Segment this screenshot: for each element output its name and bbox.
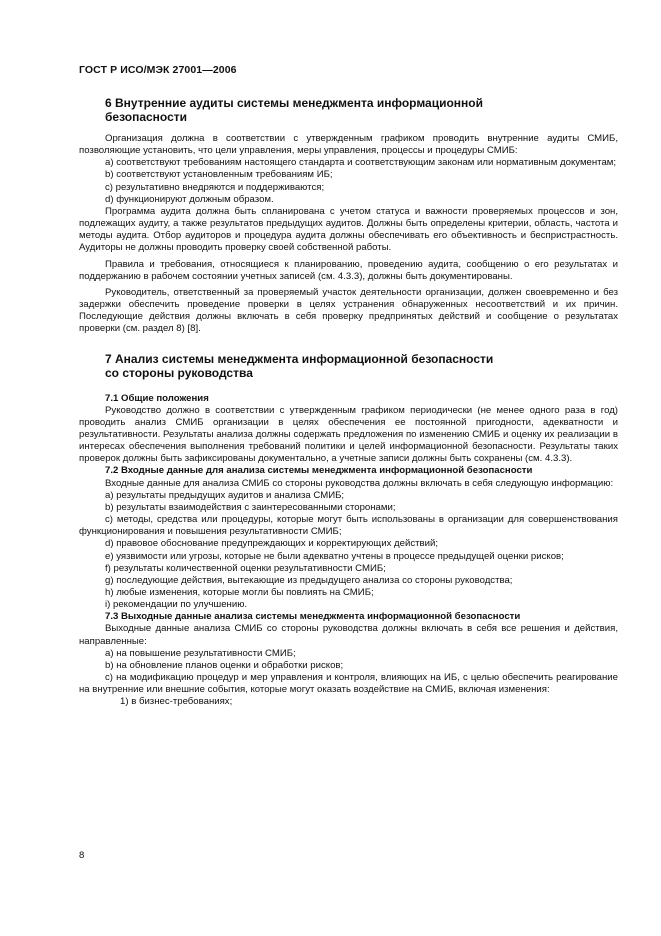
page-number: 8 [79, 850, 85, 861]
subsection-7-2-item-a: a) результаты предыдущих аудитов и анализа СМИБ; [105, 489, 345, 501]
subsection-7-2-item-i: i) рекомендации по улучшению. [105, 599, 248, 611]
section-6-item-c: c) результативно внедряются и поддерживаются; [105, 181, 325, 193]
subsection-7-3-item-b: b) на обновление планов оценки и обработки рисков; [105, 659, 344, 671]
subsection-7-3-subitem-1: 1) в бизнес-требованиях; [120, 696, 233, 708]
subsection-7-2-title: 7.2 Входные данные для анализа системы менеджмента информационной безопасности [105, 465, 533, 477]
subsection-7-2-item-d: d) правовое обоснование предупреждающих и корректирующих действий; [105, 538, 438, 550]
subsection-7-2-intro: Входные данные для анализа СМИБ со стороны руководства должны включать в себя следующую информацию: [105, 477, 614, 489]
subsection-7-1-title: 7.1 Общие положения [105, 392, 209, 404]
section-6-heading [105, 96, 618, 124]
subsection-7-2-item-f: f) результаты количественной оценки результативности СМИБ; [105, 562, 386, 574]
standard-header: ГОСТ Р ИСО/МЭК 27001—2006 [79, 64, 237, 76]
subsection-7-3-intro: Выходные данные анализа СМИБ со стороны руководства должны включать в себя все решения и действия, направленные: [79, 623, 618, 647]
section-6-paragraph-4: Руководитель, ответственный за проверяемый участок деятельности организации, должен своевременно и без задержки обеспечить проведение проверки в целях устранения обнаруженных несоответствий и их причин. Последующие действия должны включать в себя проверку предпринятых действий и сообщение о результатах проверки (см. раздел 8) [8]. [79, 286, 618, 335]
subsection-7-2-item-g: g) последующие действия, вытекающие из предыдущего анализа со стороны руководства; [105, 574, 513, 586]
subsection-7-2-item-b: b) результаты взаимодействия с заинтересованными сторонами; [105, 501, 396, 513]
subsection-7-1-text: Руководство должно в соответствии с утвержденным графиком периодически (не менее одного раза в год) проводить анализ СМИБ организации в целях обеспечения ее постоянной пригодности, адекватности и результативности. Результаты анализа должны содержать предложения по изменению СМИБ и оценку их реализации в интересах обеспечения выполнения требований политики и целей информационной безопасности. Результаты таких проверок должны быть зафиксированы документально, а учетные записи должны быть сохранены (см. 4.3.3). [79, 404, 618, 465]
section-6-intro: Организация должна в соответствии с утвержденным графиком проводить внутренние аудиты СМИБ, позволяющие установить, что цели управления, меры управления, процессы и процедуры СМИБ: [79, 133, 618, 157]
section-6-item-d: d) функционируют должным образом. [105, 193, 274, 205]
subsection-7-3-title: 7.3 Выходные данные анализа системы менеджмента информационной безопасности [105, 611, 521, 623]
section-7-heading-line1: 7 Анализ системы менеджмента информационной безопасности [105, 351, 494, 366]
subsection-7-3-item-a: a) на повышение результативности СМИБ; [105, 647, 296, 659]
section-7-heading-line2: со стороны руководства [105, 365, 253, 380]
subsection-7-2-item-h: h) любые изменения, которые могли бы повлиять на СМИБ; [105, 587, 374, 598]
section-6-item-a: a) соответствуют требованиям настоящего стандарта и соответствующим законам или нормативным документам; [105, 157, 617, 169]
section-7-heading [105, 352, 618, 380]
section-6-heading-line2: безопасности [105, 110, 188, 124]
section-6-paragraph-3: Правила и требования, относящиеся к планированию, проведению аудита, сообщению о его результатах и поддержанию в рабочем состоянии учетных записей (см. 4.3.3), должны быть документированы. [79, 258, 618, 282]
subsection-7-2-item-e: e) уязвимости или угрозы, которые не были адекватно учтены в процессе предыдущей оценки рисков; [105, 550, 564, 562]
section-6-item-b: b) соответствуют установленным требованиям ИБ; [105, 169, 333, 181]
section-6-heading-line1: 6 Внутренние аудиты системы менеджмента информационной [105, 96, 484, 110]
subsection-7-2-item-c: c) методы, средства или процедуры, которые могут быть использованы в организации для совершенствования функционирования и повышения результативности СМИБ; [79, 514, 618, 538]
document-body [79, 96, 618, 709]
subsection-7-3-item-c: c) на модификацию процедур и мер управления и контроля, влияющих на ИБ, с целью обеспечить реагирование на внутренние или внешние события, которые могут оказать воздействие на СМИБ, включая изменения: [79, 672, 618, 696]
section-6-paragraph-2: Программа аудита должна быть спланирована с учетом статуса и важности проверяемых процессов и зон, подлежащих аудиту, а также результатов предыдущих аудитов. Должны быть определены критерии, область, частота и методы аудита. Отбор аудиторов и процедура аудита должны обеспечивать его объективность и беспристрастность. Аудиторы не должны проводить проверку своей собственной работы. [79, 205, 618, 254]
